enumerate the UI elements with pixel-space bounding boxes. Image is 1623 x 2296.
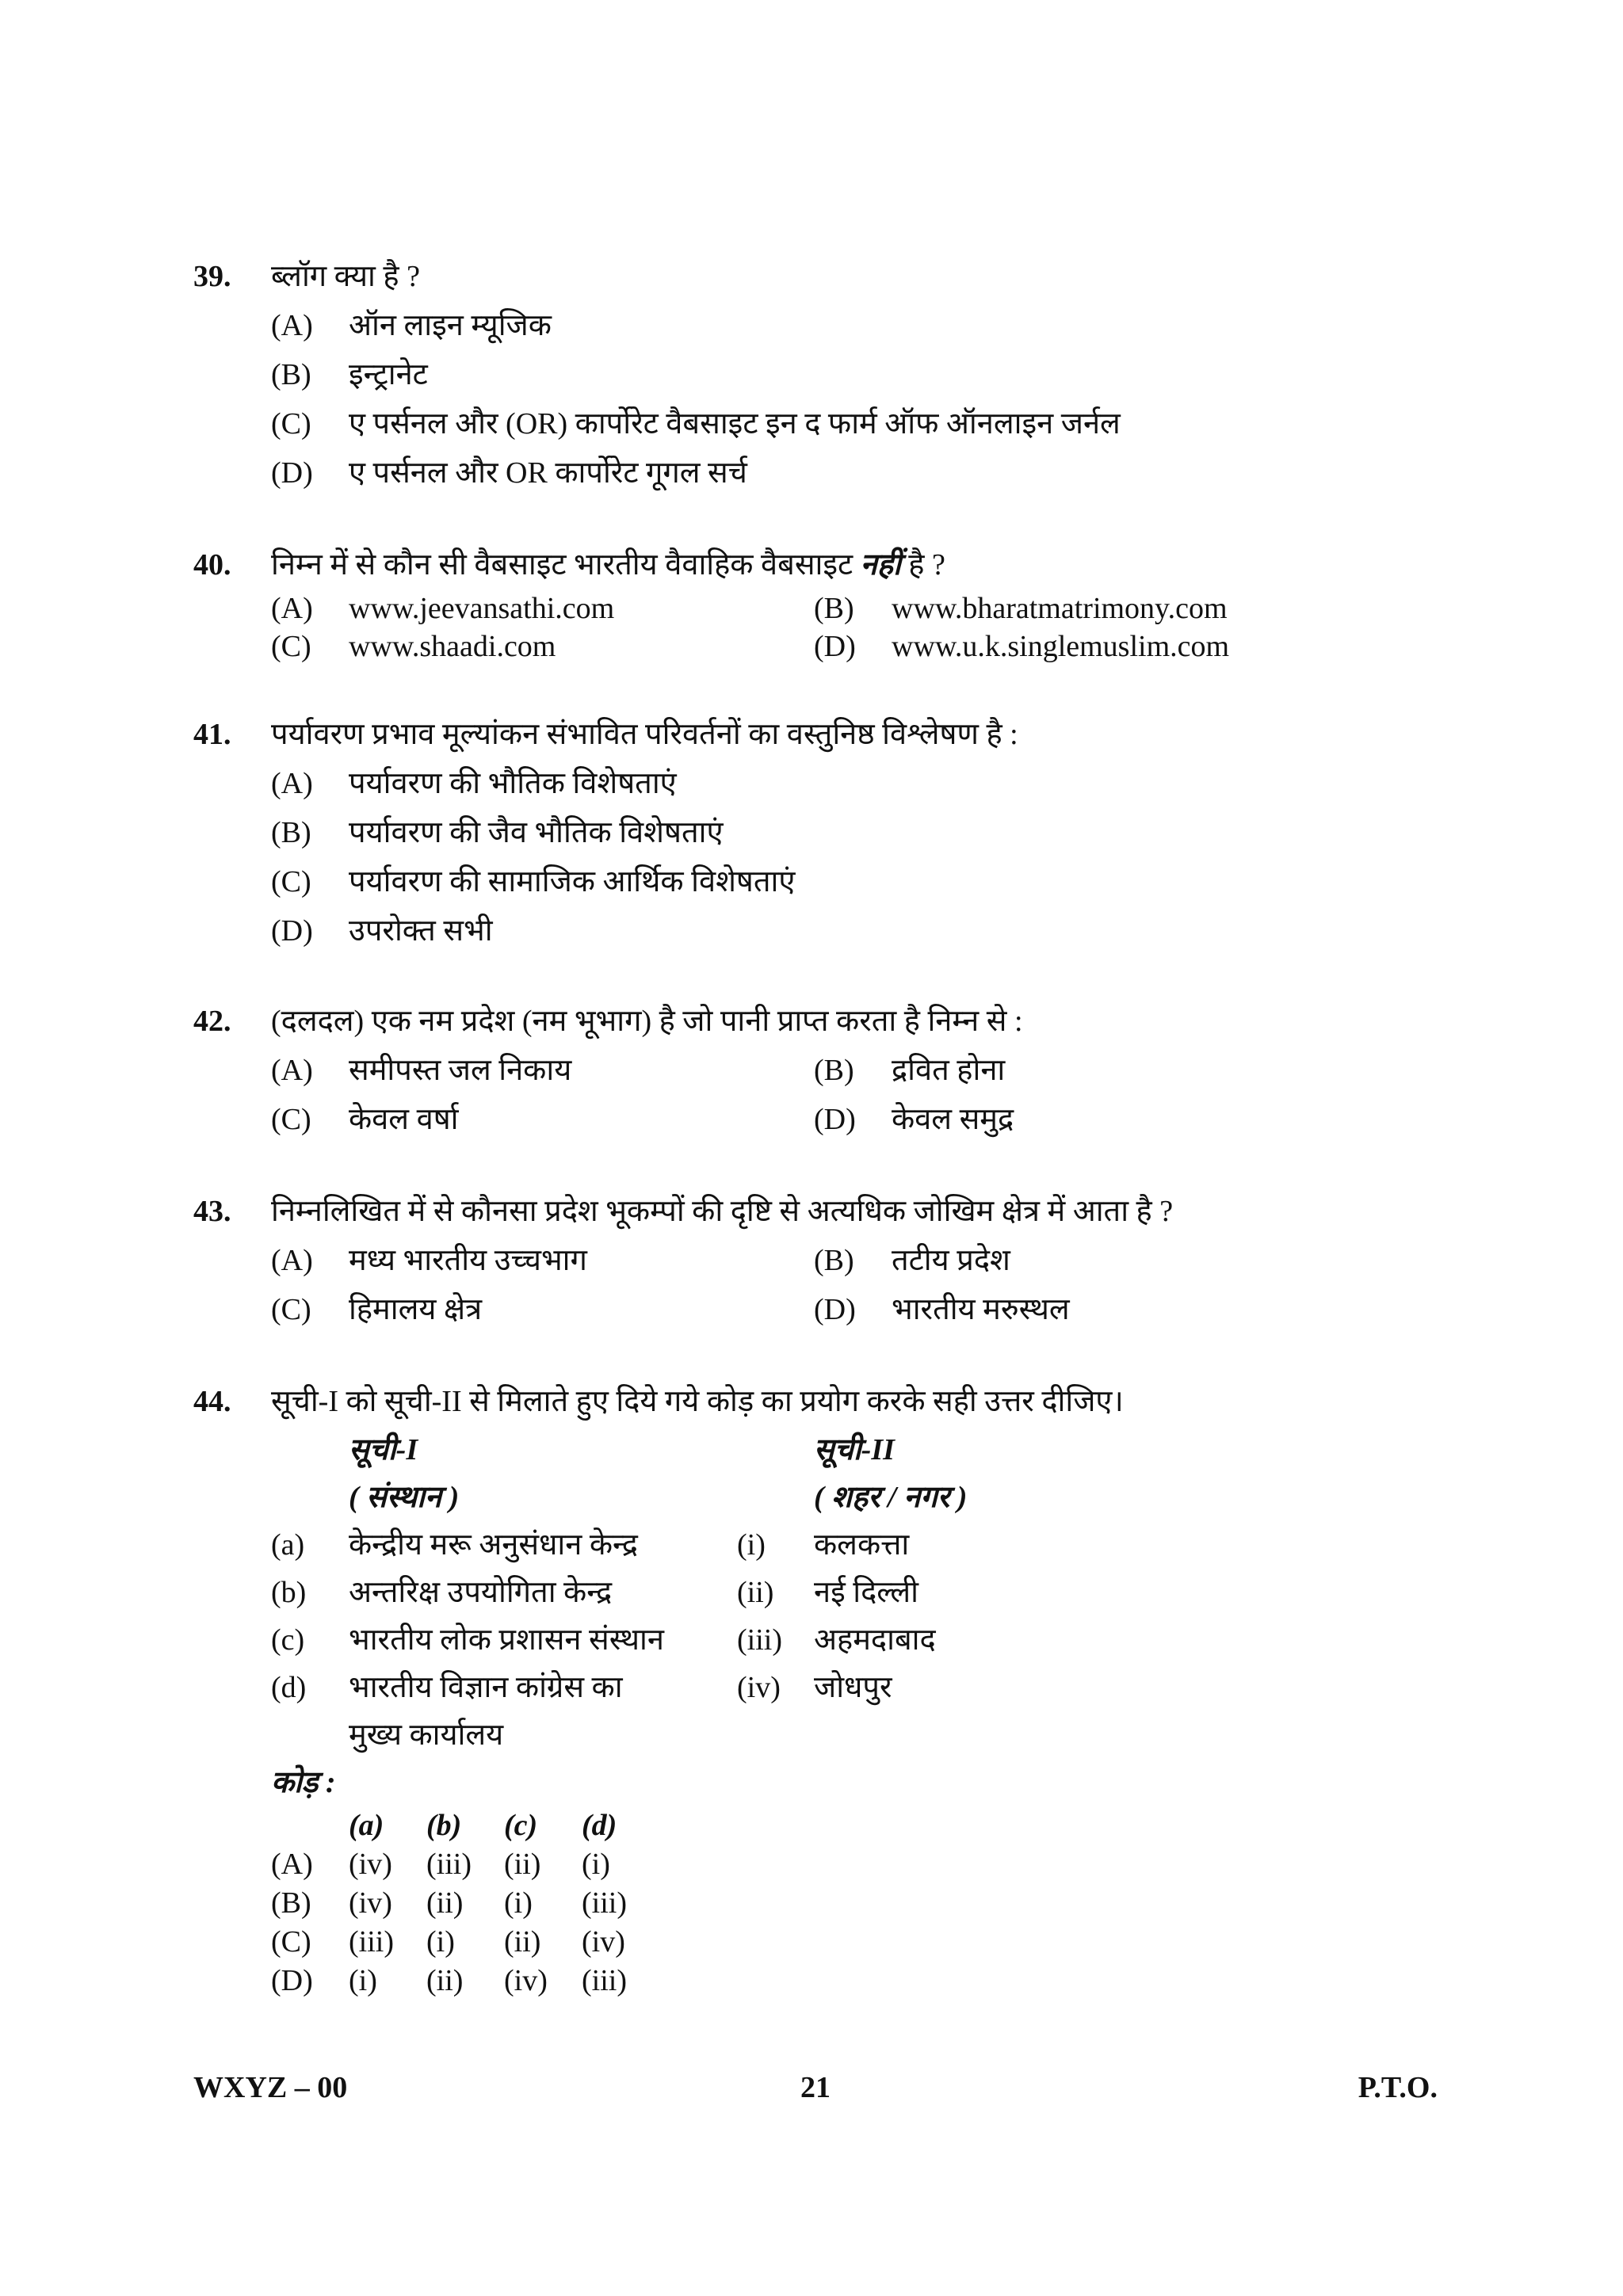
question-text-before: निम्न में से कौन सी वैबसाइट भारतीय वैवाहिक वैबसाइट — [271, 548, 861, 582]
code-label-row — [193, 1759, 1461, 1806]
list1-title: सूची-I — [349, 1433, 418, 1466]
row-label: (a) — [271, 1528, 305, 1562]
code-value: (iv) — [504, 1964, 548, 1997]
row-numeral: (i) — [737, 1528, 766, 1562]
option-d — [193, 448, 1461, 498]
question-emphasis: नहीं — [860, 548, 901, 582]
option-row-ab — [193, 589, 1461, 627]
code-value: (i) — [349, 1964, 377, 1997]
code-col-c: (c) — [504, 1809, 538, 1842]
code-label: कोड़ : — [271, 1766, 336, 1799]
option-text: हिमालय क्षेत्र — [349, 1293, 483, 1326]
question-number: 41. — [193, 718, 231, 751]
question-text: सूची-I को सूची-II से मिलाते हुए दिये गये कोड़ का प्रयोग करके सही उत्तर दीजिए। — [271, 1385, 1124, 1418]
option-text: द्रवित होना — [892, 1054, 1006, 1087]
option-label: (A) — [271, 767, 313, 800]
row-numeral: (iii) — [737, 1623, 782, 1657]
code-value: (iii) — [426, 1848, 472, 1881]
option-text: www.jeevansathi.com — [349, 592, 615, 625]
code-option-a — [193, 1845, 1461, 1884]
question-number: 39. — [193, 260, 231, 293]
option-text: उपरोक्त सभी — [349, 914, 493, 948]
page-footer — [193, 2064, 1438, 2111]
code-option-b — [193, 1884, 1461, 1923]
option-label: (D) — [814, 630, 856, 663]
option-text: इन्ट्रानेट — [349, 358, 428, 391]
code-value: (ii) — [504, 1848, 541, 1881]
option-label: (D) — [271, 914, 313, 948]
code-value: (ii) — [426, 1886, 464, 1920]
option-a — [193, 301, 1461, 350]
option-a — [193, 759, 1461, 808]
list1-subtitle: ( संस्थान ) — [349, 1481, 460, 1514]
row-text: अन्तरिक्ष उपयोगिता केन्द्र — [349, 1576, 613, 1609]
question-text — [271, 540, 945, 589]
option-row-cd — [193, 1285, 1461, 1334]
option-text: ए पर्सनल और (OR) कार्पोरेट वैबसाइट इन द फार्म ऑफ ऑनलाइन जर्नल — [349, 407, 1121, 441]
row-city: अहमदाबाद — [814, 1623, 936, 1657]
option-label: (A) — [271, 309, 313, 342]
question-text: ब्लॉग क्या है ? — [271, 260, 420, 293]
option-label: (C) — [271, 1925, 311, 1958]
code-value: (iv) — [582, 1925, 625, 1958]
option-row-ab — [193, 1236, 1461, 1285]
row-text: भारतीय लोक प्रशासन संस्थान — [349, 1623, 664, 1657]
option-label: (A) — [271, 1054, 313, 1087]
row-city: नई दिल्ली — [814, 1576, 919, 1609]
option-label: (D) — [814, 1293, 856, 1326]
option-d — [193, 906, 1461, 955]
question-41 — [193, 710, 1461, 955]
row-numeral: (ii) — [737, 1576, 774, 1609]
question-text: पर्यावरण प्रभाव मूल्यांकन संभावित परिवर्तनों का वस्तुनिष्ठ विश्लेषण है : — [271, 718, 1018, 751]
question-43 — [193, 1187, 1461, 1334]
code-value: (i) — [426, 1925, 455, 1958]
row-label: (b) — [271, 1576, 307, 1609]
code-option-d — [193, 1962, 1461, 2000]
option-text: पर्यावरण की भौतिक विशेषताएं — [349, 767, 677, 800]
code-col-b: (b) — [426, 1809, 462, 1842]
row-label: (d) — [271, 1671, 307, 1704]
option-text: www.bharatmatrimony.com — [892, 592, 1228, 625]
question-text-after: है ? — [900, 548, 945, 582]
option-text: केवल वर्षा — [349, 1103, 459, 1136]
option-b — [193, 808, 1461, 857]
question-number: 43. — [193, 1195, 231, 1228]
question-text: निम्नलिखित में से कौनसा प्रदेश भूकम्पों की दृष्टि से अत्यधिक जोखिम क्षेत्र में आता है ? — [271, 1195, 1174, 1228]
code-value: (iii) — [349, 1925, 394, 1958]
option-label: (C) — [271, 407, 311, 441]
option-b — [193, 350, 1461, 399]
row-text: केन्द्रीय मरू अनुसंधान केन्द्र — [349, 1528, 638, 1562]
option-text: पर्यावरण की सामाजिक आर्थिक विशेषताएं — [349, 865, 796, 898]
option-label: (D) — [271, 1964, 313, 1997]
option-text: ऑन लाइन म्यूजिक — [349, 309, 552, 342]
code-col-d: (d) — [582, 1809, 617, 1842]
code-value: (iv) — [349, 1886, 392, 1920]
option-text: www.shaadi.com — [349, 630, 556, 663]
code-value: (ii) — [426, 1964, 464, 1997]
code-value: (ii) — [504, 1925, 541, 1958]
code-value: (iii) — [582, 1964, 627, 1997]
option-text: मध्य भारतीय उच्चभाग — [349, 1244, 587, 1277]
option-text: तटीय प्रदेश — [892, 1244, 1010, 1277]
option-label: (A) — [271, 592, 313, 625]
option-label: (B) — [271, 358, 311, 391]
code-header — [193, 1806, 1461, 1845]
option-text: ए पर्सनल और OR कार्पोरेट गूगल सर्च — [349, 456, 747, 490]
match-row-continuation — [193, 1711, 1461, 1759]
row-text: भारतीय विज्ञान कांग्रेस का — [349, 1671, 623, 1704]
question-44 — [193, 1377, 1461, 2000]
option-label: (B) — [814, 1054, 854, 1087]
option-label: (B) — [271, 816, 311, 849]
option-label: (A) — [271, 1848, 313, 1881]
code-value: (iv) — [349, 1848, 392, 1881]
option-label: (D) — [271, 456, 313, 490]
option-c — [193, 399, 1461, 448]
list2-title: सूची-II — [814, 1433, 895, 1466]
question-39 — [193, 252, 1461, 498]
option-label: (B) — [814, 1244, 854, 1277]
question-number: 44. — [193, 1385, 231, 1418]
option-label: (A) — [271, 1244, 313, 1277]
option-text: www.u.k.singlemuslim.com — [892, 630, 1230, 663]
option-row-cd — [193, 1095, 1461, 1144]
option-text: समीपस्त जल निकाय — [349, 1054, 572, 1087]
question-40 — [193, 540, 1461, 666]
code-option-c — [193, 1923, 1461, 1962]
paper-code: WXYZ – 00 — [193, 2071, 348, 2104]
option-text: पर्यावरण की जैव भौतिक विशेषताएं — [349, 816, 724, 849]
row-label: (c) — [271, 1623, 305, 1657]
option-label: (B) — [271, 1886, 311, 1920]
code-col-a: (a) — [349, 1809, 384, 1842]
match-row — [193, 1664, 1461, 1711]
option-c — [193, 857, 1461, 906]
list-titles — [193, 1426, 1461, 1474]
row-numeral: (iv) — [737, 1671, 781, 1704]
code-value: (i) — [504, 1886, 533, 1920]
option-label: (C) — [271, 630, 311, 663]
option-label: (B) — [814, 592, 854, 625]
match-row — [193, 1569, 1461, 1616]
option-row-cd — [193, 627, 1461, 666]
row-city: कलकत्ता — [814, 1528, 910, 1562]
code-value: (i) — [582, 1848, 610, 1881]
row-city: जोधपुर — [814, 1671, 892, 1704]
option-text: केवल समुद्र — [892, 1103, 1014, 1136]
match-row — [193, 1521, 1461, 1569]
question-number: 42. — [193, 1005, 231, 1038]
row-text: मुख्य कार्यालय — [349, 1718, 504, 1752]
option-label: (C) — [271, 1293, 311, 1326]
option-label: (C) — [271, 865, 311, 898]
code-value: (iii) — [582, 1886, 627, 1920]
option-text: भारतीय मरुस्थल — [892, 1293, 1070, 1326]
pto-label: P.T.O. — [1358, 2071, 1438, 2104]
question-number: 40. — [193, 548, 231, 582]
question-text: (दलदल) एक नम प्रदेश (नम भूभाग) है जो पानी प्राप्त करता है निम्न से : — [271, 1005, 1023, 1038]
list2-subtitle: ( शहर / नगर ) — [814, 1481, 968, 1514]
question-42 — [193, 997, 1461, 1144]
list-subtitles — [193, 1474, 1461, 1521]
page-number: 21 — [800, 2071, 831, 2104]
option-label: (C) — [271, 1103, 311, 1136]
match-row — [193, 1616, 1461, 1664]
option-row-ab — [193, 1046, 1461, 1095]
option-label: (D) — [814, 1103, 856, 1136]
